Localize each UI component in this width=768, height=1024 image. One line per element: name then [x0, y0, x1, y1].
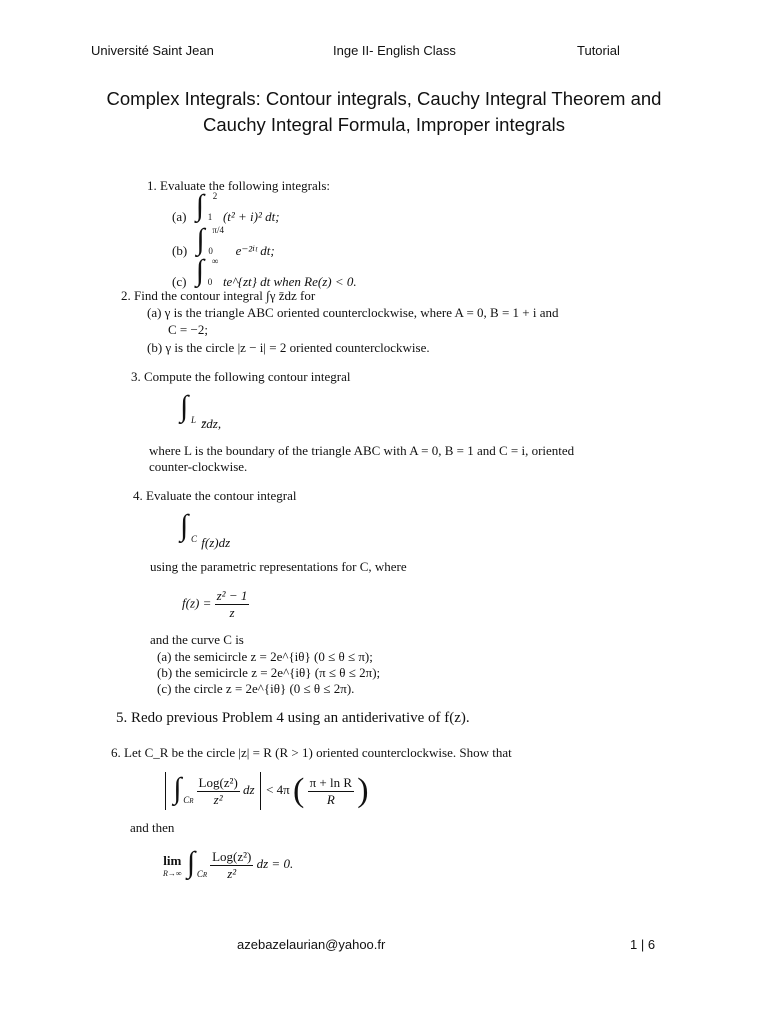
problem-4-sub: C — [191, 534, 198, 544]
problem-6-inequality: ∫ CR $\frac{\text{Log(z²)}}{\text{z²}}$ dz < 4π ( $\frac{\text{π + ln R}}{R}$ ) — [163, 772, 369, 810]
problem-4-text1: using the parametric representations for C, where — [150, 559, 407, 574]
problem-4-heading: 4. Evaluate the contour integral — [133, 488, 297, 503]
page-title-line1: Complex Integrals: Contour integrals, Cauchy Integral Theorem and — [106, 88, 662, 109]
problem-6-sub-r: R — [189, 797, 194, 805]
problem-1a: (a) ∫ 2 1 (t² + i)² dt; — [172, 189, 280, 224]
page-title-line2: Cauchy Integral Formula, Improper integrals — [203, 114, 565, 135]
problem-1c-lower: 0 — [207, 277, 213, 287]
problem-3-integral: ∫ L z̄dz, — [180, 390, 222, 431]
problem-4a: (a) the semicircle z = 2e^{iθ} (0 ≤ θ ≤ π); — [157, 649, 373, 664]
problem-5-heading: 5. Redo previous Problem 4 using an antiderivative of f(z). — [116, 710, 470, 726]
problem-6-ineq-num: Log(z²) — [198, 774, 238, 790]
header-right: Tutorial — [577, 43, 620, 58]
problem-3-text2: counter-clockwise. — [149, 459, 248, 474]
problem-4-text2: and the curve C is — [150, 632, 244, 647]
problem-2a: (a) γ is the triangle ABC oriented counterclockwise, where A = 0, B = 1 + i and — [147, 305, 559, 320]
footer-email: azebazelaurian@yahoo.fr — [237, 937, 386, 952]
problem-6-heading: 6. Let C_R be the circle |z| = R (R > 1) oriented counterclockwise. Show that — [111, 745, 512, 760]
problem-6-ineq-rhs: < 4π — [266, 781, 290, 797]
problem-6-lim-num: Log(z²) — [212, 848, 252, 864]
footer-page-number: 1 | 6 — [630, 937, 656, 952]
problem-4-function — [182, 588, 249, 621]
problem-1b-lower: 0 — [208, 246, 213, 256]
problem-1c: (c) ∫ ∞ 0 te^{zt} dt when Re(z) < 0. — [172, 254, 357, 289]
problem-6-ineq-dz: dz — [243, 781, 255, 797]
problem-1b-upper: π/4 — [212, 225, 224, 235]
problem-2-heading: 2. Find the contour integral ∫γ z̄dz for — [121, 288, 316, 303]
problem-6-limit: lim R→∞ ∫ CR $\frac{\text{Log(z²)}}{\text{z²}}$ dz = 0. — [163, 846, 294, 881]
header-center: Inge II- English Class — [333, 43, 456, 58]
problem-2b: (b) γ is the circle |z − i| = 2 oriented counterclockwise. — [147, 340, 430, 355]
problem-2a-cont: C = −2; — [168, 322, 208, 337]
problem-6-lim: lim — [163, 852, 182, 868]
header-left: Université Saint Jean — [91, 43, 214, 58]
problem-4-f-num: z² − 1 — [216, 588, 248, 603]
problem-1b-label: (b) — [172, 243, 188, 258]
problem-6-ineq-den: z² — [197, 791, 240, 808]
problem-1c-label: (c) — [172, 274, 187, 289]
problem-6-lim-sub: R→∞ — [163, 868, 182, 878]
problem-6-and-then: and then — [130, 820, 175, 835]
problem-4-f-den: z — [215, 604, 250, 621]
problem-1b-expr: e⁻²ⁱᵗ dt; — [235, 243, 275, 258]
problem-1a-expr: (t² + i)² dt; — [222, 209, 280, 224]
problem-1a-label: (a) — [172, 209, 187, 224]
problem-4-f-lhs: f(z) = — [182, 595, 212, 611]
problem-6-lim-tail: dz = 0. — [256, 855, 294, 871]
problem-1a-upper: 2 — [212, 191, 218, 201]
problem-3-sub: L — [191, 415, 197, 425]
problem-3-expr: z̄dz, — [201, 416, 222, 431]
problem-6-lim-den: z² — [210, 865, 253, 882]
problem-1c-upper: ∞ — [211, 256, 219, 266]
problem-4c: (c) the circle z = 2e^{iθ} (0 ≤ θ ≤ 2π). — [157, 681, 355, 696]
problem-4-integral: ∫ C f(z)dz — [180, 509, 231, 550]
problem-4b: (b) the semicircle z = 2e^{iθ} (π ≤ θ ≤ 2π); — [157, 665, 381, 680]
problem-1c-expr: te^{zt} dt when Re(z) < 0. — [222, 274, 357, 289]
problem-1b: (b) ∫ π/4 0 e⁻²ⁱᵗ dt; — [172, 223, 275, 258]
problem-1a-lower: 1 — [207, 212, 213, 222]
problem-6-rhs-den: R — [308, 791, 354, 808]
problem-4-expr: f(z)dz — [201, 535, 231, 550]
problem-6-sub-c: C — [183, 795, 190, 805]
problem-6-rhs-num: π + ln R — [309, 774, 353, 790]
problem-3-text1: where L is the boundary of the triangle ABC with A = 0, B = 1 and C = i, oriented — [149, 443, 575, 458]
problem-1-heading: 1. Evaluate the following integrals: — [147, 178, 331, 193]
problem-3-heading: 3. Compute the following contour integral — [131, 369, 351, 384]
